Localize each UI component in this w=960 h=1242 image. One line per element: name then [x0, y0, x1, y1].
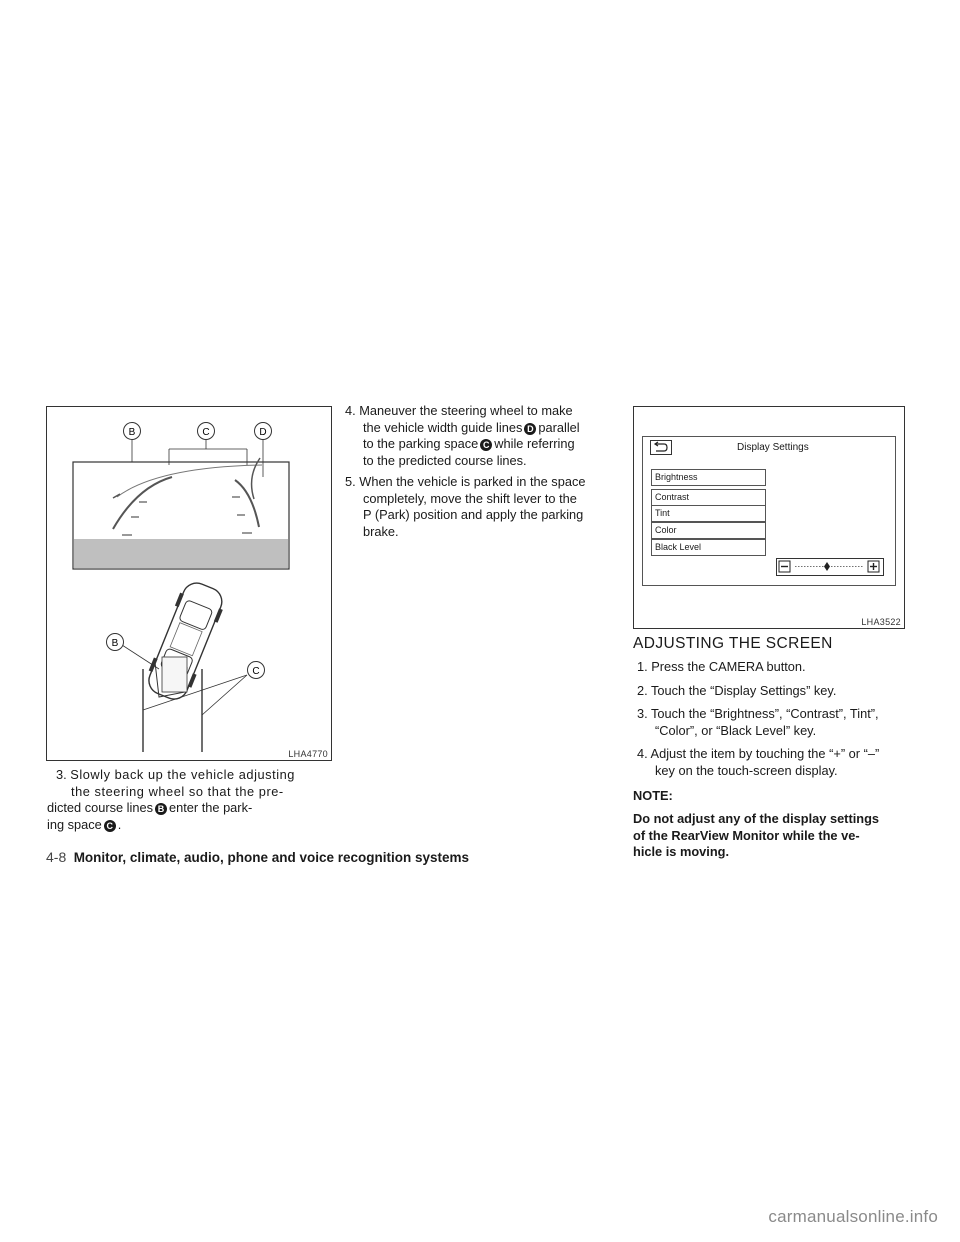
figure-parking-guide	[46, 406, 332, 761]
callout-c-bottom-label: C	[252, 666, 260, 677]
adjust-steps: 1. Press the CAMERA button. 2. Touch the “Display Settings” key. 3. Touch the “Brightness”, “Contrast”, Tint”, “Color”, or “Black Level” key. 4. Adjust the item by touching the “+” or “–” key on the touch-screen display.	[637, 659, 880, 778]
callout-c-top-label: C	[202, 427, 210, 438]
step-3-left: 3. Slowly back up the vehicle adjusting the steering wheel so that the pre- dicted course lines B enter the park- ing space C .	[47, 767, 295, 832]
page-footer	[46, 849, 469, 867]
settings-menu	[651, 469, 766, 555]
menu-item-black-level[interactable]: Black Level	[651, 539, 766, 556]
step-4: 4. Maneuver the steering wheel to make the vehicle width guide lines D parallel to the parking space C while referring to the predicted course lines.	[345, 403, 580, 468]
section-title: Monitor, climate, audio, phone and voice recognition systems	[73, 850, 470, 865]
marker-c-mid: C	[480, 439, 492, 451]
back-arrow-icon	[651, 441, 671, 454]
marker-c: C	[104, 820, 116, 832]
menu-item-color[interactable]: Color	[651, 522, 766, 539]
section-heading: ADJUSTING THE SCREEN	[633, 635, 833, 652]
display-settings-screen	[642, 436, 896, 586]
menu-item-brightness[interactable]: Brightness	[651, 469, 766, 486]
figure-right-label: LHA3522	[861, 617, 901, 627]
marker-b: B	[155, 803, 167, 815]
slider-thumb[interactable]	[824, 562, 830, 571]
step-5: 5. When the vehicle is parked in the space completely, move the shift lever to the P (Park) position and apply the parking brake.	[345, 474, 586, 539]
watermark: carmanualsonline.info	[768, 1207, 938, 1226]
menu-item-contrast[interactable]: Contrast	[651, 489, 766, 506]
figure-display-settings	[633, 406, 905, 629]
marker-d: D	[524, 423, 536, 435]
parking-guide-illustration	[47, 407, 331, 760]
menu-item-tint[interactable]: Tint	[651, 505, 766, 522]
back-button[interactable]	[650, 440, 672, 455]
screen-title: Display Settings	[737, 442, 809, 453]
page-number: 4-8	[46, 849, 67, 865]
figure-left-label: LHA4770	[288, 749, 328, 759]
note-body: Do not adjust any of the display settings of the RearView Monitor while the ve- hicle is moving.	[633, 811, 880, 860]
note-label: NOTE:	[633, 788, 673, 803]
callout-b-top-label: B	[128, 427, 136, 438]
callout-d-top-label: D	[259, 427, 267, 438]
callout-b-bottom-label: B	[111, 638, 119, 649]
level-slider[interactable]	[776, 558, 884, 576]
